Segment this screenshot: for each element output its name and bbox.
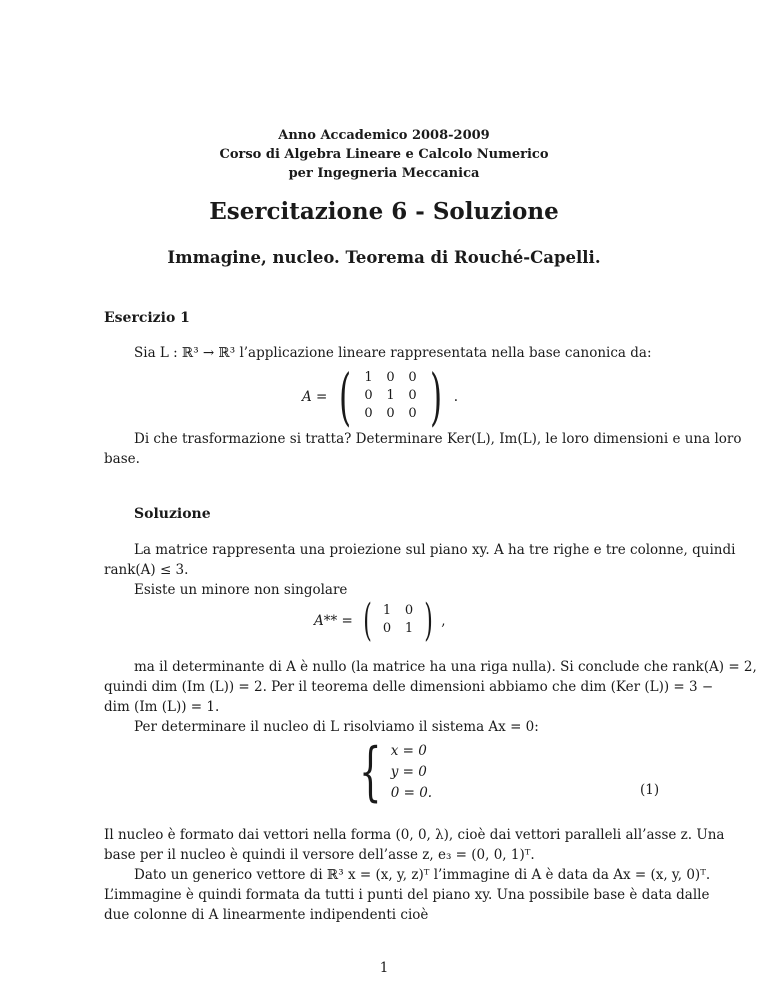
solution-p5-line1: Il nucleo è formato dai vettori nella forma (0, 0, λ), cioè dai vettori paralleli all’asse z. Una [104,827,725,843]
solution-p6-line3: due colonne di A linearmente indipendenti cioè [104,907,429,923]
solution-p3-line3: dim (Im (L)) = 1. [104,699,220,715]
minor-label: A** = [314,613,353,629]
solution-p3-line2: quindi dim (Im (L)) = 2. Per il teorema delle dimensioni abbiamo che dim (Ker (L)) = 3 − [104,679,714,695]
left-brace: { [359,735,382,809]
matrix-entry: 0 [408,370,417,385]
course-year: Anno Accademico 2008-2009 [278,128,490,143]
solution-p1-line2: rank(A) ≤ 3. [104,562,189,578]
right-paren: ) [424,595,433,646]
system-equation: y = 0 [390,763,427,780]
matrix-a-entries [358,370,424,424]
matrix-a-label: A = [302,389,328,405]
matrix-entry: 0 [364,406,373,421]
matrix-entry: 0 [404,603,414,618]
solution-heading: Soluzione [134,506,211,522]
exercise-intro: Sia L : ℝ³ → ℝ³ l’applicazione lineare rappresentata nella base canonica da: [134,345,652,361]
linear-system [350,735,433,809]
matrix-entry: 0 [408,406,417,421]
page-title: Esercitazione 6 - Soluzione [209,198,559,225]
matrix-entry: 1 [364,370,373,385]
minor-entries [376,603,420,639]
exercise-question-line1: Di che trasformazione si tratta? Determinare Ker(L), Im(L), le loro dimensioni e una loro [134,431,742,447]
solution-p1-line1: La matrice rappresenta una proiezione sul piano xy. A ha tre righe e tre colonne, quindi [134,542,736,558]
matrix-entry: 0 [408,388,417,403]
page-subtitle: Immagine, nucleo. Teorema di Rouché-Capelli. [167,248,601,267]
system-equation: 0 = 0. [390,784,433,801]
solution-p2: Esiste un minore non singolare [134,582,348,598]
solution-p6-line1: Dato un generico vettore di ℝ³ x = (x, y, z)ᵀ l’immagine di A è data da Ax = (x, y, 0)ᵀ. [134,867,711,883]
exercise-heading: Esercizio 1 [104,310,190,326]
left-paren: ( [339,360,352,433]
left-paren: ( [363,595,372,646]
matrix-entry: 1 [404,621,414,636]
course-name: Corso di Algebra Lineare e Calcolo Numerico [219,147,549,162]
matrix-entry: 0 [382,621,392,636]
minor-matrix [314,595,446,646]
solution-p3-line1: ma il determinante di A è nullo (la matrice ha una riga nulla). Si conclude che rank(A) = 2, [134,659,757,675]
matrix-a [302,360,459,433]
solution-p6-line2: L’immagine è quindi formata da tutti i punti del piano xy. Una possibile base è data dalle [104,887,710,903]
matrix-a-end: . [453,389,459,405]
solution-p5-line2: base per il nucleo è quindi il versore dell’asse z, e₃ = (0, 0, 1)ᵀ. [104,847,535,863]
matrix-entry: 0 [386,406,395,421]
matrix-entry: 0 [386,370,395,385]
minor-end: , [441,613,446,629]
matrix-entry: 1 [382,603,392,618]
equation-number: (1) [640,782,660,798]
system-equation: x = 0 [390,742,427,759]
solution-p4: Per determinare il nucleo di L risolviamo il sistema Ax = 0: [134,719,539,735]
page-number: 1 [379,960,389,976]
matrix-entry: 0 [364,388,373,403]
system-equations [391,741,432,804]
right-paren: ) [429,360,442,433]
matrix-entry: 1 [386,388,395,403]
course-program: per Ingegneria Meccanica [288,166,480,181]
exercise-question-line2: base. [104,451,140,467]
